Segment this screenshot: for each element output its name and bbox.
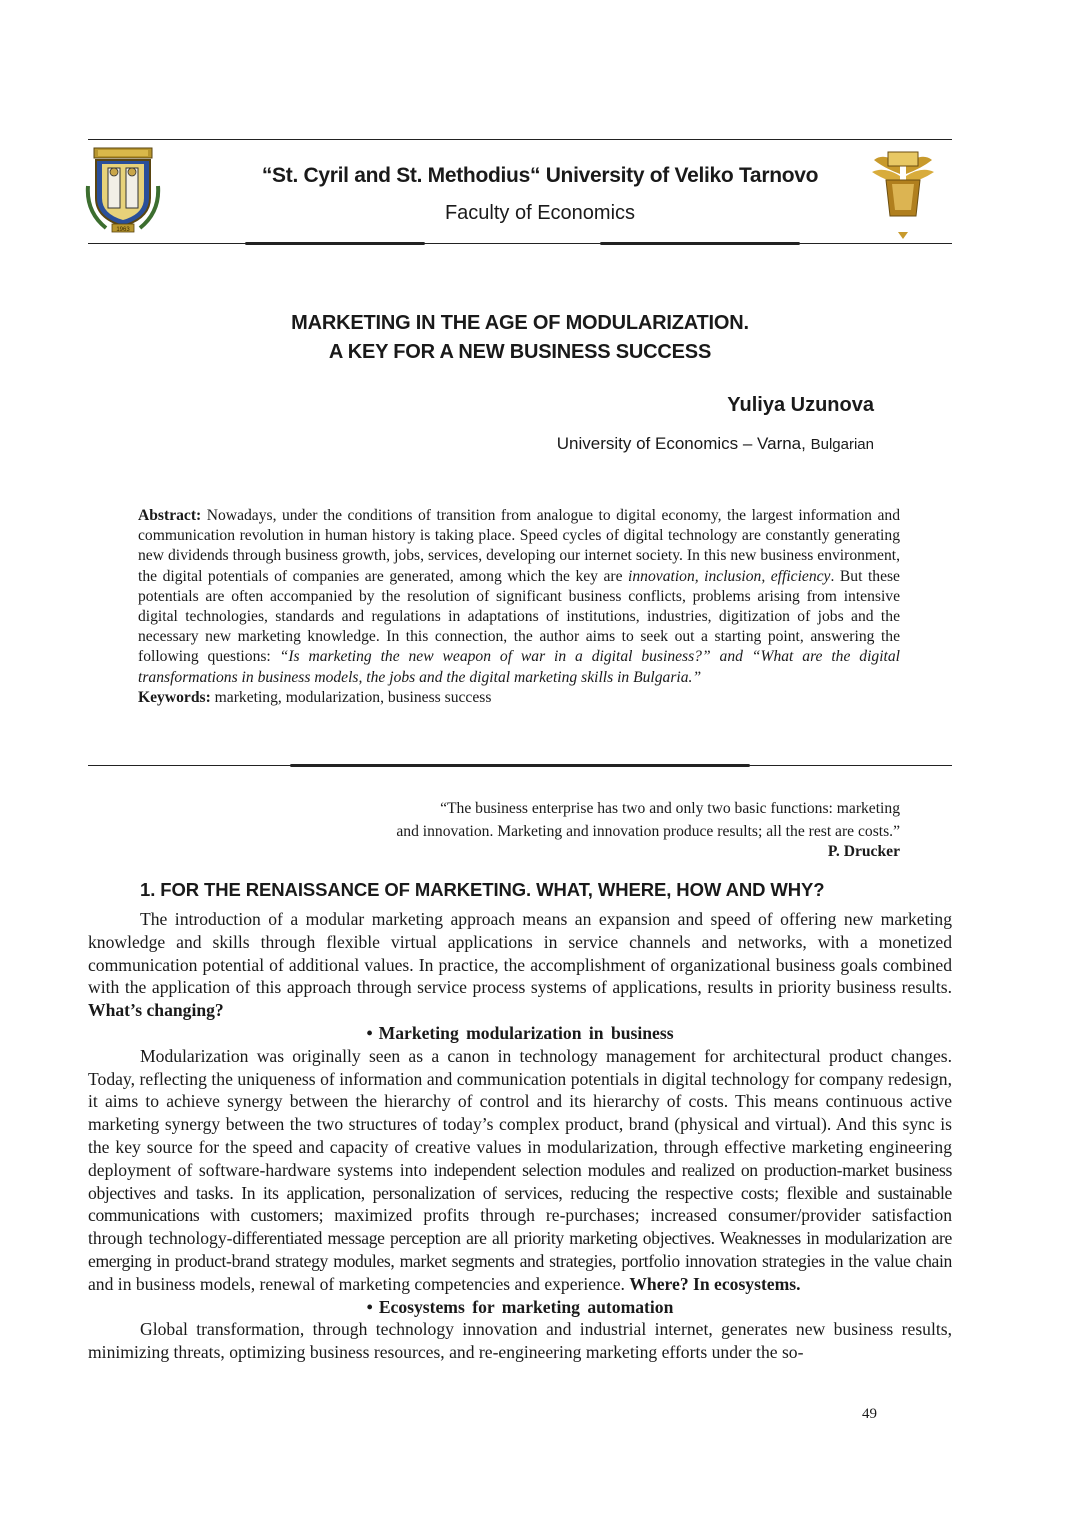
author-affiliation (557, 434, 874, 454)
keywords-label: Keywords: (138, 688, 211, 706)
bullet-icon: • (366, 1022, 373, 1043)
crest-year-label: 1963 (116, 227, 130, 233)
abstract-text-2: . But these potentials are often accompanied by the resolution of significant business conflicts, problems arising from intensive digital technologies, standards and regulations in adaptations of institutions, industries, digitization of jobs and the necessary new marketing knowledge. In this connection, the author aims to seek out a starting point, answering the following questions: (138, 567, 900, 666)
header-top-rule (88, 139, 952, 140)
affiliation-country: Bulgarian (810, 436, 874, 453)
header-accent-rule-left (245, 242, 425, 245)
abstract-label: Abstract: (138, 507, 202, 524)
faculty-emblem-logo (870, 146, 936, 242)
page-number: 49 (862, 1406, 877, 1422)
epigraph-line-1: “The business enterprise has two and only two basic functions: marketing (440, 800, 900, 817)
epigraph-author: P. Drucker (827, 843, 900, 860)
header-accent-rule-right (600, 242, 800, 245)
bullet-icon: • (366, 1296, 373, 1317)
epigraph (260, 797, 900, 843)
paper-title-line-2: A KEY FOR A NEW BUSINESS SUCCESS (328, 341, 712, 363)
paragraph-3-text: Global transformation, through technology innovation and industrial internet, generates new business results, minimizing threats, optimizing business resources, and re-engineering marketing efforts under the so- (88, 1319, 952, 1363)
subheading-2-text: Ecosystems for marketing automation (378, 1296, 674, 1317)
paragraph-1-text: The introduction of a modular marketing approach means an expansion and speed of offering new marketing knowledge and skills through flexible virtual applications in service channels and networks, with a monetized communication potential of additional values. In practice, the accomplishment of organizational business goals combined with the application of this approach through service process systems of applications, results in priority business results. (88, 909, 952, 998)
abstract (138, 506, 900, 708)
paragraph-2-text-e: and in business models, renewal of marketing competencies and experience. (88, 1273, 625, 1294)
abstract-text-1: Nowadays, under the conditions of transition from analogue to digital economy, the largest information and communication revolution in human history is taking place. Speed cycles of digital technology are constantly generating new dividends through business growth, jobs, services, developing our internet society. In this new business environment, the digital potentials of companies are generated, among which the key are (138, 507, 900, 585)
subheading-1 (88, 1022, 952, 1045)
university-name: “St. Cyril and St. Methodius“ University of Veliko Tarnovo (261, 164, 819, 187)
header-bottom-rule (88, 243, 952, 244)
subheading-2 (88, 1296, 952, 1319)
subheading-1-text: Marketing modularization in business (378, 1022, 674, 1043)
paragraph-3 (88, 1318, 952, 1364)
author-name: Yuliya Uzunova (727, 394, 874, 416)
faculty-name: Faculty of Economics (444, 202, 636, 224)
abstract-questions: “Is marketing the new weapon of war in a digital business?” and “What are the digital transformations in business models, the jobs and the digital marketing skills in Bulgaria.” (138, 648, 901, 686)
paragraph-1 (88, 908, 952, 1022)
paper-title-line-1: MARKETING IN THE AGE OF MODULARIZATION. (291, 312, 749, 334)
paragraph-1-question: What’s changing? (88, 1000, 224, 1021)
epigraph-line-2: and innovation. Marketing and innovation produce results; all the rest are costs.” (396, 823, 900, 840)
abstract-italic-terms: innovation, inclusion, efficiency (628, 567, 831, 585)
paragraph-2-text-c: maximized profits through re-purchases; increased consumer/provider satisfaction through technology- (88, 1205, 952, 1249)
paragraph-2-question: Where? In ecosystems. (629, 1273, 801, 1294)
section-body (88, 908, 952, 1364)
paragraph-2-text-b: independent selection modules and realized on production-market business objectives and tasks. In its application, personalization of services, reducing the respective costs; flexible and sustainable communications with customers; (88, 1159, 953, 1226)
paragraph-2-text-a: Modularization was originally seen as a canon in technology management for architectural product changes. Today, reflecting the uniqueness of information and communication potentials in digital technology for company redesign, it aims to achieve synergy between the hierarchy of control and its hierarchy of costs. This means continuous active marketing synergy between the two structures of today’s complex product, brand (physical and virtual). And this sync is the key source for the speed and capacity of creative values in modularization, through effective marketing engineering deployment of software-hardware systems into (88, 1045, 952, 1180)
affiliation-institution: University of Economics – Varna, (556, 434, 806, 453)
abstract-separator-accent (290, 764, 750, 767)
university-crest-logo (84, 146, 162, 234)
paragraph-2 (88, 1045, 952, 1296)
keywords: marketing, modularization, business success (214, 688, 492, 706)
paragraph-2-text-d: differentiated message perception are all priority marketing objectives. Weaknesses in modularization are emerging in product-brand strategy modules, market segments and strategies, portfolio innovation strategies in the value chain (88, 1228, 952, 1271)
section-heading: 1. FOR THE RENAISSANCE OF MARKETING. WHAT, WHERE, HOW AND WHY? (140, 879, 825, 900)
